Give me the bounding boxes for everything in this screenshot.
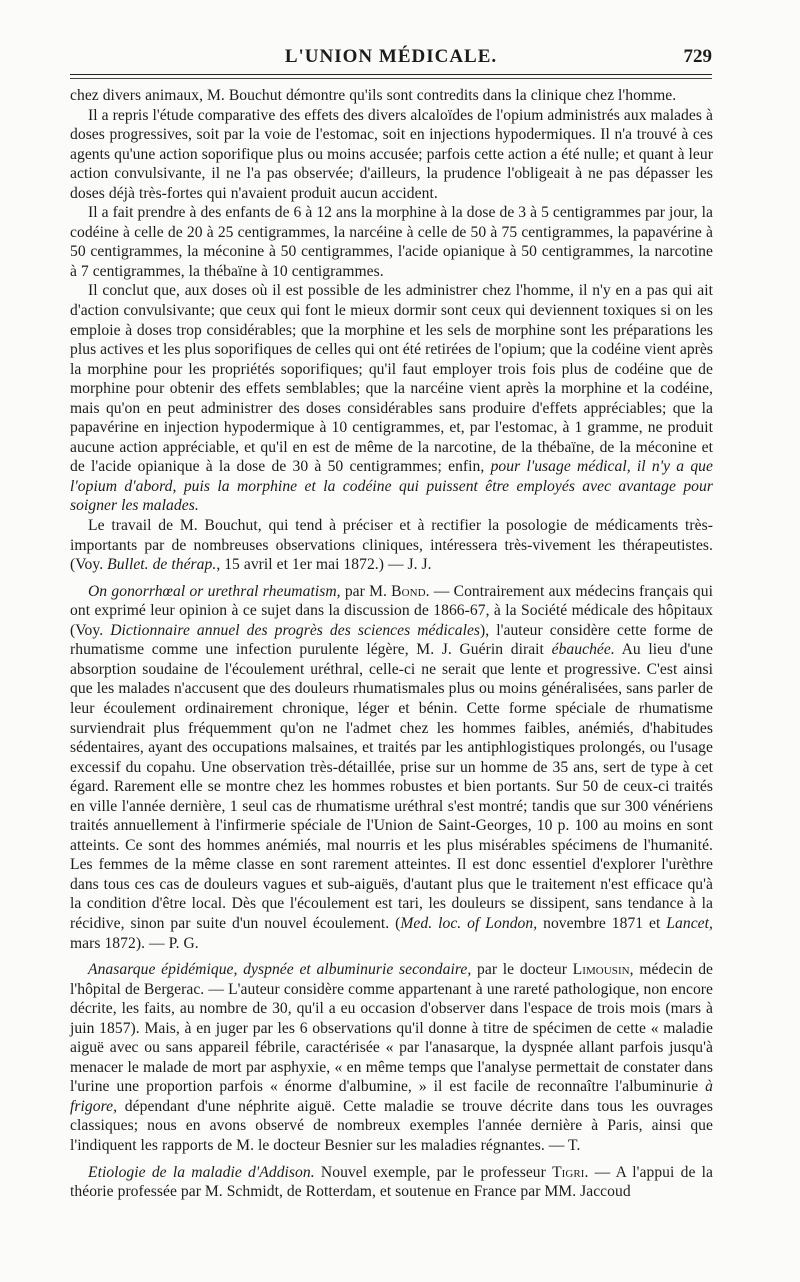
journal-reference: Med. loc. of London,	[400, 914, 538, 932]
author-name: Bond.	[391, 582, 430, 600]
text-run: médecin de l'hôpital de Bergerac. — L'auteur considère comme appartenant à une rareté pathologique, non encore décrite, les faits, au nombre de 30, qu'il a eu occasion d'observer dans l'espace de trois mois (mars à juin 1857). Mais, à en juger par les 6 observations qu'il donne à titre de spécimen de cette « maladie aiguë avec ou sans appareil fébrile, caractérisée « par l'anasarque, la dyspnée allant parfois jusqu'à menacer le malade de mort par asphyxie, « en même temps que l'analyse permettait de constater dans l'urine une proportion parfois « énorme d'albumine, » il est facile de reconnaître l'albuminurie	[70, 961, 714, 1096]
text-run: Le travail de M. Bouchut, qui tend à préciser et à rectifier la posologie de médicaments très-importants par de nombreuses observations cliniques, intéressera très-vivement les thérapeutistes. (Voy.	[70, 517, 713, 574]
text-run: , 15 avril et 1er mai 1872.) — J. J.	[216, 556, 432, 574]
paragraph	[70, 516, 713, 575]
journal-reference: Bullet. de thérap.	[107, 556, 217, 574]
text-run: par M.	[344, 582, 387, 600]
text-run: — A l'appui de la théorie professée par M. Schmidt, de Rotterdam, et soutenue en France par MM. Jaccoud	[70, 1163, 713, 1201]
text-body	[70, 86, 713, 1202]
journal-reference: Dictionnaire annuel des progrès des sciences médicales	[110, 621, 481, 639]
paragraph: Il a repris l'étude comparative des effets des divers alcaloïdes de l'opium administrés aux malades à doses progressives, soit par la voie de l'estomac, soit en injections hypodermiques. Il n'a trouvé à ces agents qu'une action soporifique plus ou moins accusée; parfois cette action a été nulle; et quant à leur action convulsivante, il ne l'a pas observée; d'ailleurs, la prudence l'obligeait à ne pas dépasser les doses déjà très-fortes qui n'avaient produit aucun accident.	[70, 106, 713, 202]
paragraph	[70, 281, 713, 516]
text-run: Il conclut que, aux doses où il est possible de les administrer chez l'homme, il n'y en a pas qui ait d'action convulsivante; que ceux qui font le mieux dormir sont ceux qui deviennent toxiques si on les emploie à doses trop considérables; que la morphine et les sels de morphine sont les préparations les plus actives et les plus soporifiques de celles qui ont été retirées de l'opium; que la codéine vient après la morphine pour les propriétés soporifiques; qu'il faut employer trois fois plus de codéine que de morphine pour obtenir des effets semblables; que la narcéine vient après la morphine et la codéine, mais qu'on en peut administrer des doses considérables sans produire d'effets appréciables; que la papavérine en injection hypodermique à 10 centigrammes, et, par l'estomac, à 1 gramme, ne produit aucune action appréciable, et qu'il en est de même de la narcotine, de la thébaïne, de la méconine et de l'acide opianique à la dose de 30 à 50 centigrammes; enfin,	[70, 282, 713, 476]
text-run: dépendant d'une néphrite aiguë. Cette maladie se trouve décrite dans tous les ouvrages classiques; nous en avons observé de nombreux exemples l'année dernière à Paris, ainsi que l'indiquent les rapports de M. le docteur Besnier sur les maladies régnantes. — T.	[70, 1097, 713, 1154]
section-title: On gonorrhœal or urethral rheumatism,	[88, 582, 341, 600]
section-title: Etiologie de la maladie d'Addison.	[88, 1163, 315, 1181]
paragraph: Il a fait prendre à des enfants de 6 à 12 ans la morphine à la dose de 3 à 5 centigrammes par jour, la codéine à celle de 20 à 25 centigrammes, la narcéine à celle de 50 à 75 centigrammes, la papavérine à 50 centigrammes, la méconine à 50 centigrammes, l'acide opianique à 50 centigrammes, la narcotine à 7 centigrammes, la thébaïne à 10 centigrammes.	[70, 204, 713, 280]
section-title: Anasarque épidémique, dyspnée et albuminurie secondaire,	[88, 961, 472, 979]
text-run: par le docteur	[477, 961, 567, 979]
paragraph: chez divers animaux, M. Bouchut démontre qu'ils sont contredits dans la clinique chez l'homme.	[70, 87, 677, 104]
page-number: 729	[683, 46, 712, 67]
section-rheumatism	[70, 582, 713, 953]
header-rule-secondary	[70, 78, 712, 79]
section-addison	[70, 1163, 713, 1202]
italic-conclusion: pour l'usage médical, il n'y a que l'opium d'abord, puis la morphine et la codéine qui puissent être employés avec avantage pour soigner les malades.	[70, 458, 713, 515]
italic-word: à frigore,	[70, 1078, 713, 1115]
text-run: mars 1872). — P. G.	[70, 934, 199, 952]
author-name: Tigri.	[552, 1163, 589, 1181]
text-run: — Contrairement aux médecins français qui ont exprimé leur opinion à ce sujet dans la discussion de 1866-67, à la Société médicale des hôpitaux (Voy.	[70, 582, 713, 639]
journal-reference: Lancet,	[666, 914, 713, 932]
author-name: Limousin,	[572, 961, 634, 979]
italic-word: ébauchée.	[551, 641, 615, 659]
header-rule	[70, 74, 712, 75]
text-run: novembre 1871 et	[543, 914, 661, 932]
text-run: Au lieu d'une absorption soudaine de l'écoulement uréthral, celle-ci ne serait que lente et progressive. C'est ainsi que les malades n'accusent que des douleurs rhumatismales plus ou moins généralisées, sans parler de leur écoulement ordinairement chronique, léger et bénin. Cette forme spéciale de rhumatisme surviendrait plus fréquemment qu'on ne l'admet chez les hommes faibles, anémiés, d'habitudes sédentaires, ayant des occupations malsaines, et traités par les antiphlogistiques prolongés, ou l'usage excessif du copahu. Une observation très-détaillée, prise sur un homme de 35 ans, sert de type à cet égard. Rarement elle se montre chez les hommes robustes et bien portants. Sur 50 de ceux-ci traités en ville l'année dernière, 1 seul cas de rhumatisme uréthral s'est montré; tandis que sur 300 vénériens traités annuellement à l'infirmerie spéciale de l'Union de Saint-Georges, 10 p. 100 au moins en sont atteints. Ce sont des hommes anémiés, mal nourris et les plus misérables spécimens de l'humanité. Les femmes de la même classe en sont rarement atteintes. Il est donc essentiel d'explorer l'urèthre dans tous ces cas de douleurs vagues et sub-aiguës, d'autant plus que le traitement n'est efficace qu'à la condition d'être local. Dès que l'écoulement est tari, les douleurs se dissipent, sans tendance à la récidive, sinon par suite d'un nouvel écoulement. (	[70, 641, 713, 932]
section-anasarque	[70, 960, 713, 1155]
page-header	[70, 46, 712, 70]
text-run: ), l'auteur considère cette forme de rhumatisme comme une infection purulente légère, M. J. Guérin dirait	[70, 621, 713, 659]
text-run: Nouvel exemple, par le professeur	[320, 1163, 546, 1181]
running-title: L'UNION MÉDICALE.	[284, 46, 498, 67]
